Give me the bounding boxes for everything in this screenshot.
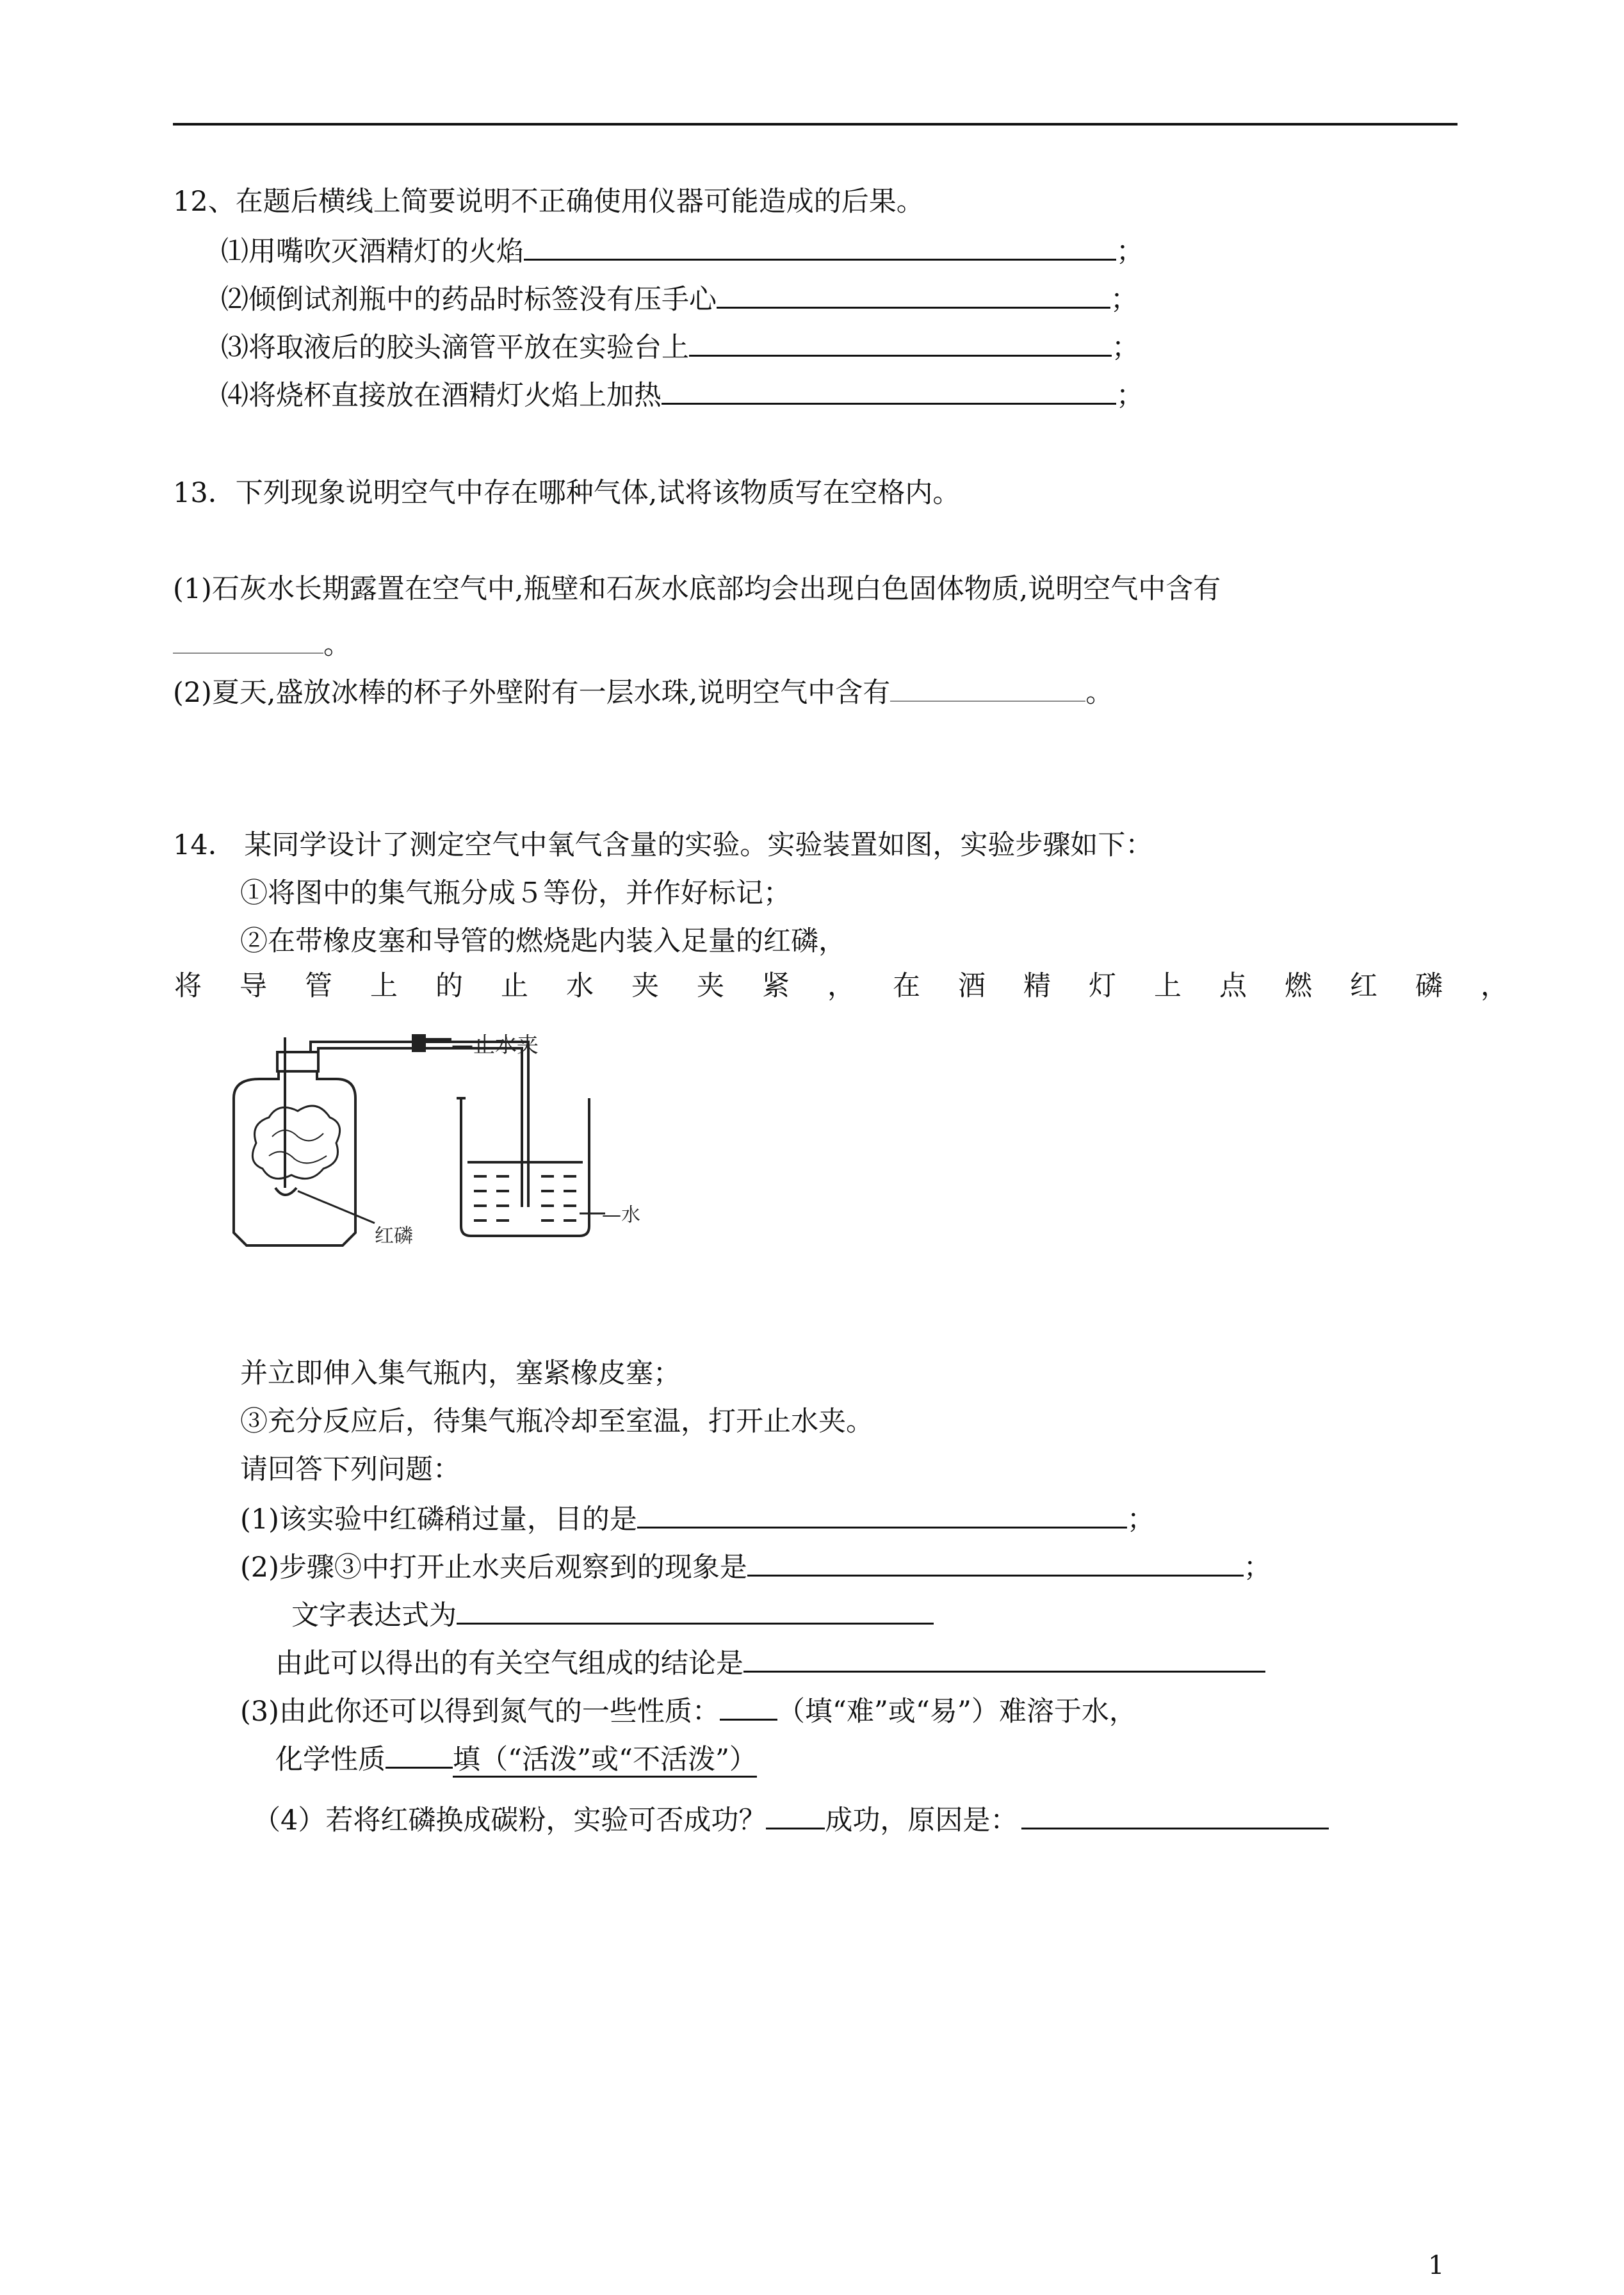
water-lines [467, 1162, 583, 1220]
smoke-cloud [252, 1106, 339, 1179]
q13-item-1: (1)石灰水长期露置在空气中,瓶壁和石灰水底部均会出现白色固体物质,说明空气中含有 [173, 573, 1221, 605]
label-clamp: —止水夹 [451, 1034, 539, 1058]
q14-answer-2-expression: 文字表达式为 [291, 1594, 934, 1635]
q12-item-3: ⑶将取液后的胶头滴管平放在实验台上 ； [221, 327, 1139, 367]
label-phosphorus: 红磷 [375, 1225, 413, 1247]
q12-item-2: ⑵倾倒试剂瓶中的药品时标签没有压手心 ； [221, 279, 1138, 319]
q13-item-2: (2)夏天,盛放冰棒的杯子外壁附有一层水珠,说明空气中含有 。 [173, 672, 1113, 712]
beaker [461, 1098, 589, 1236]
answer-blank[interactable] [689, 327, 1112, 357]
q14-answer-2: (2)步骤③中打开止水夹后观察到的现象是 ； [240, 1546, 1271, 1587]
q14-answer-4: （4）若将红磷换成碳粉，实验可否成功？ 成功，原因是： [253, 1799, 1329, 1840]
answer-blank[interactable] [524, 231, 1116, 261]
answer-blank[interactable] [720, 1691, 777, 1721]
q14-answer-2-conclusion: 由此可以得出的有关空气组成的结论是 [275, 1642, 1265, 1683]
q14-step-2: ②在带橡皮塞和导管的燃烧匙内装入足量的红磷， [240, 925, 846, 957]
combustion-spoon [275, 1188, 296, 1195]
q14-answer-3-line-2: 化学性质 填（“活泼”或“不活泼”） [275, 1739, 757, 1779]
q14-answer-3-line-1: (3)由此你还可以得到氮气的一些性质： （填“难”或“易”）难溶于水， [240, 1691, 1137, 1731]
rubber-stopper [277, 1052, 318, 1071]
q14-step-2-continued: 将导管上的止水夹夹紧，在酒精灯上点燃红磷， [174, 970, 1546, 1002]
answer-blank[interactable] [637, 1498, 1127, 1529]
page-number: 1 [1428, 2251, 1445, 2280]
q13-title: 13．下列现象说明空气中存在哪种气体,试将该物质写在空格内。 [173, 477, 961, 509]
answer-blank[interactable] [662, 375, 1116, 405]
answer-blank[interactable] [743, 1642, 1265, 1673]
q14-step-3: ③充分反应后，待集气瓶冷却至室温，打开止水夹。 [240, 1406, 873, 1438]
q14-prompt: 请回答下列问题： [240, 1454, 460, 1486]
q14-answer-1: (1)该实验中红磷稍过量，目的是 ； [240, 1498, 1155, 1539]
q12-item-1: ⑴用嘴吹灭酒精灯的火焰 ； [221, 231, 1144, 271]
apparatus-diagram [221, 1034, 708, 1249]
apparatus-figure [221, 1034, 708, 1249]
delivery-tube [311, 1042, 528, 1207]
answer-blank[interactable] [386, 1739, 453, 1769]
water-stop-clamp [413, 1034, 425, 1051]
delivery-tube-inner [318, 1048, 522, 1207]
answer-blank[interactable] [766, 1799, 825, 1829]
answer-blank[interactable] [717, 279, 1110, 309]
answer-blank[interactable] [173, 624, 323, 654]
q14-step-2-end: 并立即伸入集气瓶内，塞紧橡皮塞； [240, 1358, 681, 1390]
q12-title: 12、在题后横线上简要说明不正确使用仪器可能造成的后果。 [173, 186, 924, 218]
header-rule [173, 123, 1458, 126]
q13-item-1-answer: 。 [173, 624, 351, 664]
answer-blank[interactable] [457, 1594, 934, 1625]
answer-blank[interactable] [1021, 1799, 1329, 1829]
label-water: —水 [602, 1204, 640, 1226]
answer-blank[interactable] [747, 1546, 1244, 1577]
answer-blank[interactable] [890, 672, 1085, 702]
q14-title: 14． 某同学设计了测定空气中氧气含量的实验。实验装置如图，实验步骤如下： [173, 829, 1153, 861]
q14-step-1: ①将图中的集气瓶分成５等份，并作好标记； [240, 877, 791, 909]
q12-item-4: ⑷将烧杯直接放在酒精灯火焰上加热 ； [221, 375, 1144, 415]
